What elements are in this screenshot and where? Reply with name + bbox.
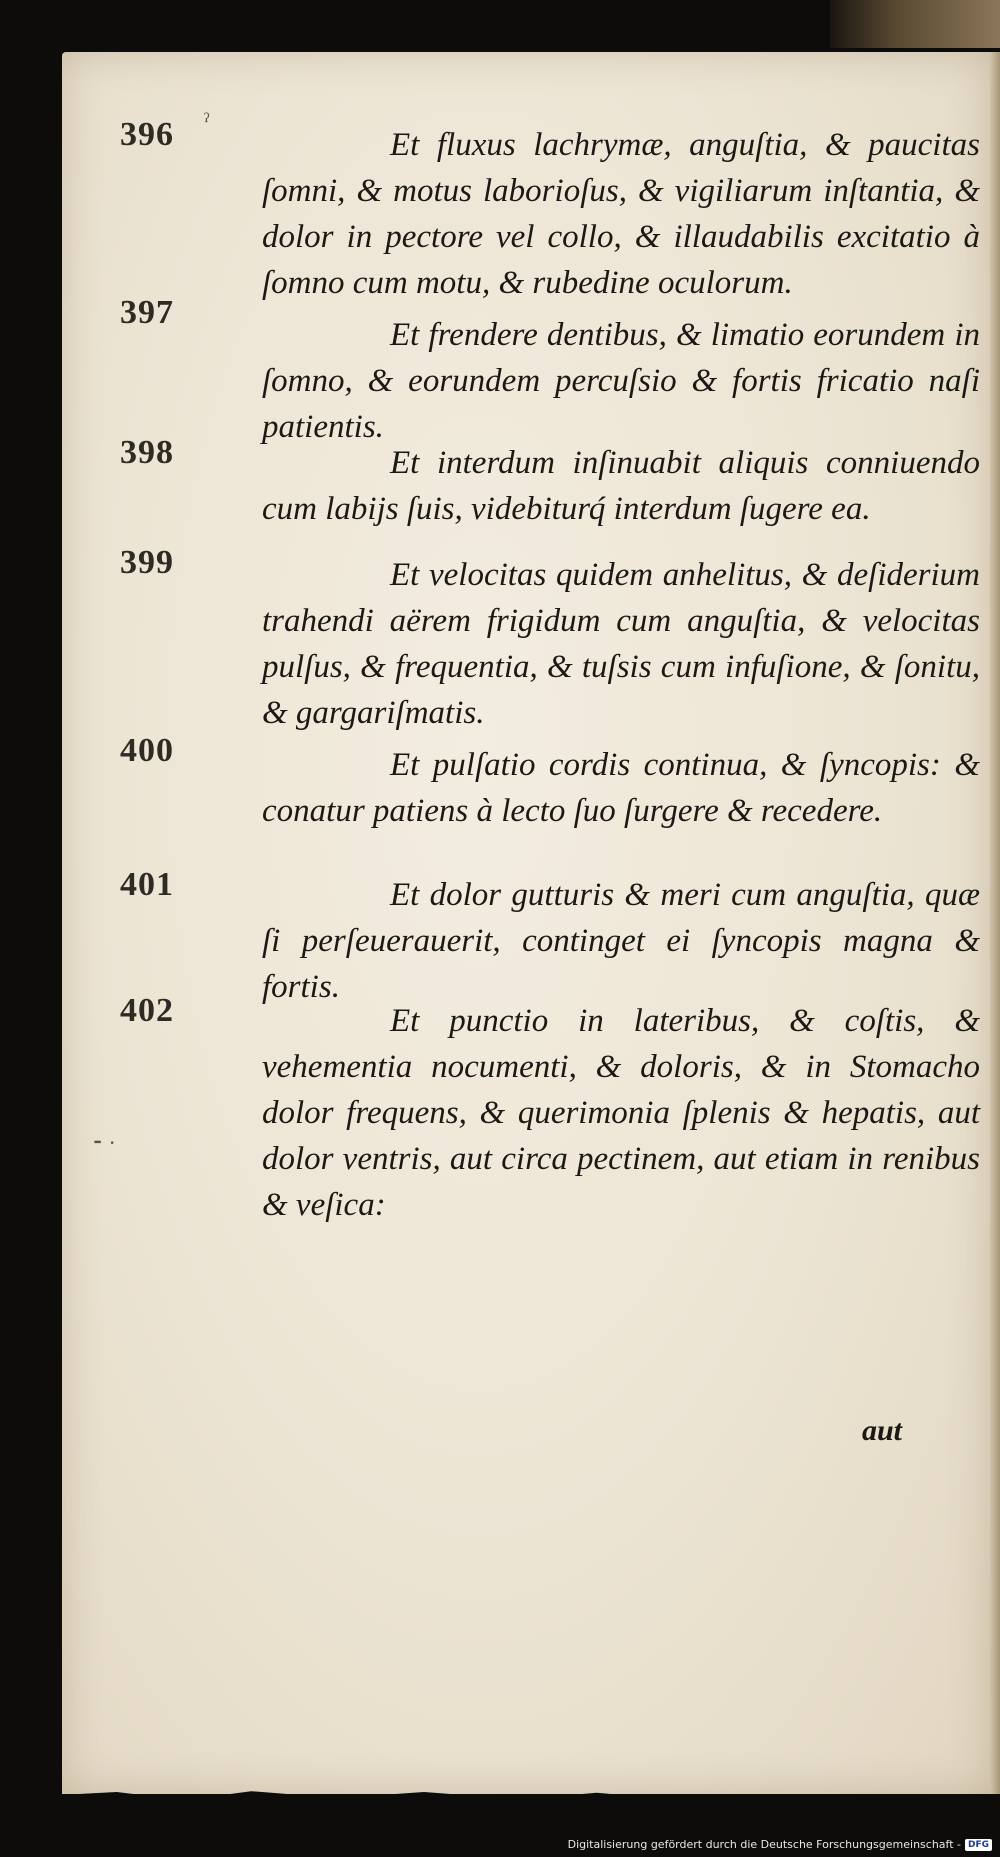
- credit-text: Digitalisierung gefördert durch die Deutsche Forschungsgemeinschaft -: [567, 1838, 961, 1851]
- dfg-logo: DFG: [965, 1839, 992, 1851]
- entry-number: 401: [120, 866, 174, 903]
- entry-text: Et interdum inſinuabit aliquis conniuendo cum labijs ſuis, videbiturq́ interdum ſugere ea.: [262, 445, 980, 527]
- entry-number: 397: [120, 294, 174, 331]
- margin-mark: ˀ: [204, 108, 210, 133]
- book-page: [62, 52, 990, 1794]
- book-spine-edge: [830, 0, 1000, 48]
- catchword: aut: [862, 1414, 903, 1447]
- entry-text: Et pulſatio cordis continua, & ſyncopis: & conatur patiens à lecto ſuo ſurgere & recedere.: [262, 747, 980, 829]
- entry-number: 398: [120, 434, 174, 471]
- entry-number: 396: [120, 116, 174, 153]
- entry-text: Et frendere dentibus, & limatio eorundem in ſomno, & eorundem percuſsio & fortis fricatio naſi patientis.: [262, 317, 980, 445]
- margin-mark: ⁃ ·: [92, 1130, 116, 1155]
- entry-text: Et punctio in lateribus, & coſtis, & vehementia nocumenti, & doloris, & in Stomacho dolor frequens, & querimonia ſplenis & hepatis, aut dolor ventris, aut circa pectinem, aut etiam in renibus & veſica:: [262, 1003, 980, 1223]
- entry-text: Et dolor gutturis & meri cum anguſtia, quæ ſi perſeuerauerit, continget ei ſyncopis magna & fortis.: [262, 877, 980, 1005]
- entry-number: 402: [120, 992, 174, 1029]
- entry-number: 399: [120, 544, 174, 581]
- entry-text: Et fluxus lachrymæ, anguſtia, & paucitas ſomni, & motus laborioſus, & vigiliarum inſtantia, & dolor in pectore vel collo, & illaudabilis excitatio à ſomno cum motu, & rubedine oculorum.: [262, 127, 980, 301]
- entry-text: Et velocitas quidem anhelitus, & deſiderium trahendi aërem frigidum cum anguſtia, & velocitas pulſus, & frequentia, & tuſsis cum infuſione, & ſonitu, & gargariſmatis.: [262, 557, 980, 731]
- digitization-credit: [568, 1838, 992, 1851]
- entry-number: 400: [120, 732, 174, 769]
